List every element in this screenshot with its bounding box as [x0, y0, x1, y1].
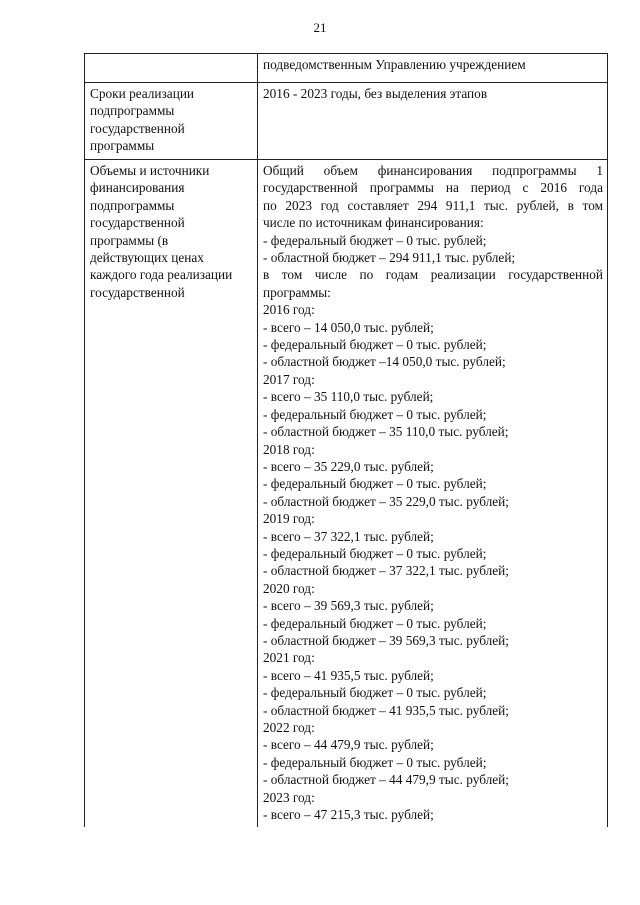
financing-details-cell [258, 160, 608, 828]
label-line: государственной [90, 120, 185, 136]
label-line: программы [90, 138, 155, 154]
table-row [85, 83, 608, 160]
label-line: финансирования [90, 180, 185, 196]
financing-source-line: - областной бюджет – 294 911,1 тыс. рублей; [263, 250, 516, 266]
table-cell-label [85, 83, 258, 160]
financing-intro-line: Общий объем финансирования подпрограммы 1 [263, 163, 603, 178]
total-line: - всего – 39 569,3 тыс. рублей; [263, 598, 434, 614]
table-cell-value [258, 83, 608, 160]
program-passport-table [84, 53, 608, 827]
label-line: Сроки реализации [90, 86, 195, 101]
total-line: - всего – 35 229,0 тыс. рублей; [263, 458, 434, 474]
table-row [85, 160, 608, 828]
page-number: 21 [313, 20, 327, 35]
regional-line: - областной бюджет – 41 935,5 тыс. рублей; [263, 702, 509, 718]
financing-intro-line: государственной программы на период с 2016 года [263, 180, 603, 196]
federal-line: - федеральный бюджет – 0 тыс. рублей; [263, 337, 487, 353]
label-line: программы (в [90, 232, 169, 248]
regional-line: - областной бюджет – 35 229,0 тыс. рублей; [263, 493, 509, 509]
federal-line: - федеральный бюджет – 0 тыс. рублей; [263, 545, 487, 561]
year-heading: 2017 год: [263, 371, 315, 387]
regional-line: - областной бюджет – 35 110,0 тыс. рублей; [263, 424, 509, 440]
table-cell-value [258, 54, 608, 83]
federal-line: - федеральный бюджет – 0 тыс. рублей; [263, 615, 487, 631]
label-line: действующих ценах [90, 250, 204, 266]
total-line: - всего – 35 110,0 тыс. рублей; [263, 389, 434, 405]
total-line: - всего – 14 050,0 тыс. рублей; [263, 319, 434, 335]
regional-line: - областной бюджет – 37 322,1 тыс. рублей; [263, 563, 509, 579]
table-cell-label [85, 160, 258, 828]
label-line: государственной [90, 215, 185, 231]
financing-intro-line: по 2023 год составляет 294 911,1 тыс. рублей, в том [263, 197, 603, 213]
total-line: - всего – 47 215,3 тыс. рублей; [263, 807, 434, 823]
federal-line: - федеральный бюджет – 0 тыс. рублей; [263, 685, 487, 701]
financing-intro-line: числе по источникам финансирования: [263, 215, 484, 231]
label-line: каждого года реализации [90, 267, 233, 283]
continued-text: подведомственным Управлению учреждением [263, 57, 526, 72]
table-row [85, 54, 608, 83]
total-line: - всего – 37 322,1 тыс. рублей; [263, 528, 434, 544]
year-heading: 2016 год: [263, 302, 315, 318]
label-line: государственной [90, 284, 185, 300]
total-line: - всего – 44 479,9 тыс. рублей; [263, 737, 434, 753]
year-heading: 2018 год: [263, 441, 315, 457]
federal-line: - федеральный бюджет – 0 тыс. рублей; [263, 476, 487, 492]
label-line: подпрограммы [90, 103, 175, 119]
financing-source-line: - федеральный бюджет – 0 тыс. рублей; [263, 232, 487, 248]
financing-intro-line: программы: [263, 284, 331, 300]
year-heading: 2021 год: [263, 650, 315, 666]
regional-line: - областной бюджет –14 050,0 тыс. рублей; [263, 354, 506, 370]
federal-line: - федеральный бюджет – 0 тыс. рублей; [263, 406, 487, 422]
regional-line: - областной бюджет – 44 479,9 тыс. рублей; [263, 772, 509, 788]
label-line: Объемы и источники [90, 163, 210, 178]
year-heading: 2023 год: [263, 789, 315, 805]
year-heading: 2022 год: [263, 720, 315, 735]
federal-line: - федеральный бюджет – 0 тыс. рублей; [263, 754, 487, 770]
table-cell-empty [85, 54, 258, 83]
regional-line: - областной бюджет – 39 569,3 тыс. рублей; [263, 632, 509, 648]
year-heading: 2019 год: [263, 511, 315, 527]
label-line: подпрограммы [90, 197, 175, 213]
financing-intro-line: в том числе по годам реализации государственной [263, 267, 603, 283]
year-heading: 2020 год: [263, 580, 315, 596]
total-line: - всего – 41 935,5 тыс. рублей; [263, 667, 434, 683]
implementation-period: 2016 - 2023 годы, без выделения этапов [263, 86, 488, 101]
